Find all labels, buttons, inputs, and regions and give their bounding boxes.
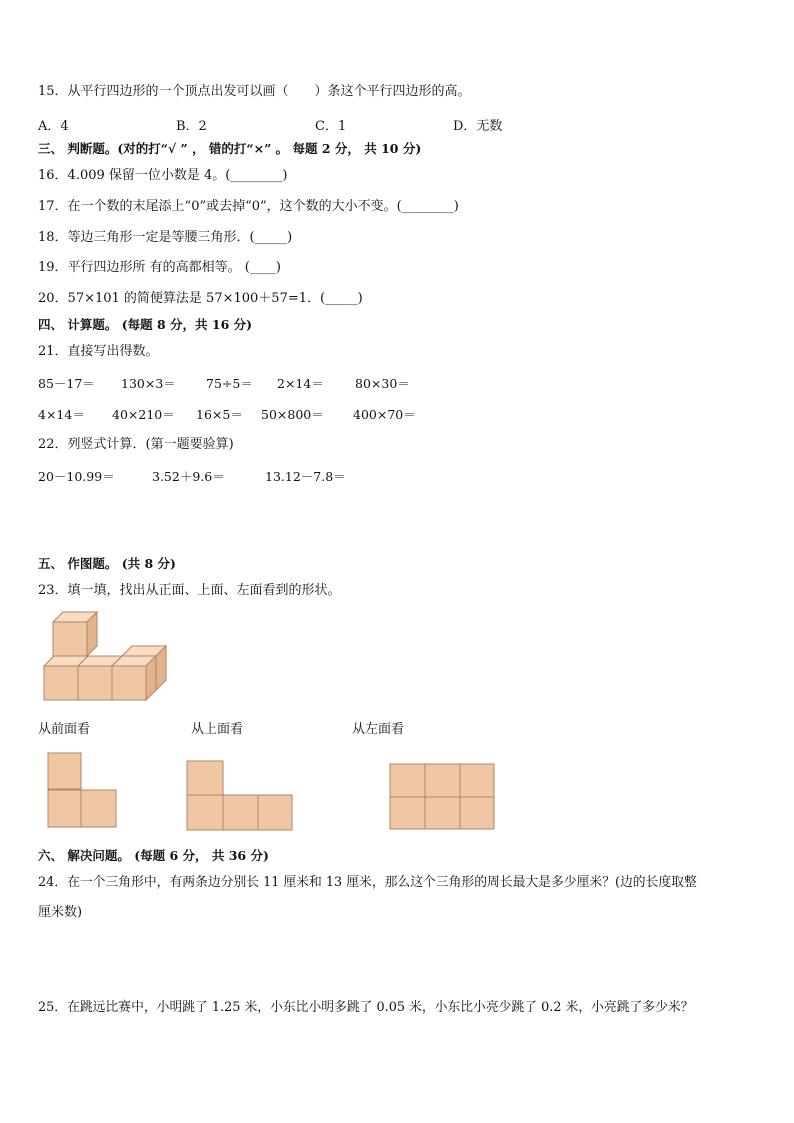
section-3-heading: 三、 判断题。(对的打“√ ” ， 错的打“×” 。 每题 2 分， 共 10 分) — [38, 141, 422, 156]
question-21: 21．直接写出得数。 — [38, 344, 159, 359]
question-15: 15．从平行四边形的一个顶点出发可以画（ ）条这个平行四边形的高。 — [38, 84, 471, 99]
question-19: 19．平行四边形所 有的高都相等。 (____) — [38, 260, 281, 275]
vertical-calc-item: 20－10.99＝ — [38, 469, 115, 484]
question-22: 22．列竖式计算．(第一题要验算) — [38, 437, 234, 452]
view-label-top: 从上面看 — [191, 722, 244, 737]
calc-item: 85－17＝ — [38, 376, 95, 391]
top-view-shape — [186, 760, 294, 832]
vertical-calc-item: 13.12－7.8＝ — [265, 469, 346, 484]
q15-option-d: D．无数 — [453, 119, 503, 134]
view-label-front: 从前面看 — [38, 722, 91, 737]
question-17: 17．在一个数的末尾添上“0”或去掉“0”，这个数的大小不变。(________) — [38, 199, 459, 214]
q15-option-a: A．4 — [38, 119, 69, 134]
calc-item: 2×14＝ — [277, 376, 324, 391]
left-view-shape — [389, 763, 497, 831]
calc-item: 400×70＝ — [353, 407, 416, 422]
question-20: 20．57×101 的简便算法是 57×100＋57=1．(_____) — [38, 291, 363, 306]
question-25: 25．在跳远比赛中，小明跳了 1.25 米，小东比小明多跳了 0.05 米，小东比小亮少跳了 0.2 米，小亮跳了多少米？ — [38, 1000, 694, 1015]
question-23: 23．填一填，找出从正面、上面、左面看到的形状。 — [38, 583, 341, 598]
q15-option-b: B．2 — [176, 119, 207, 134]
calc-item: 16×5＝ — [196, 407, 243, 422]
vertical-calc-item: 3.52＋9.6＝ — [152, 469, 225, 484]
question-24-line-2: 厘米数) — [38, 905, 83, 920]
question-16: 16．4.009 保留一位小数是 4。(________) — [38, 168, 288, 183]
front-view-shape — [47, 752, 119, 830]
calc-item: 75÷5＝ — [206, 376, 253, 391]
section-5-heading: 五、 作图题。 (共 8 分) — [38, 556, 176, 571]
q15-option-c: C．1 — [315, 119, 347, 134]
section-6-heading: 六、 解决问题。 (每题 6 分， 共 36 分) — [38, 848, 269, 863]
view-label-left: 从左面看 — [352, 722, 405, 737]
section-4-heading: 四、 计算题。 (每题 8 分，共 16 分) — [38, 317, 253, 332]
question-24-line-1: 24．在一个三角形中，有两条边分别长 11 厘米和 13 厘米，那么这个三角形的周长最大是多少厘米？(边的长度取整 — [38, 875, 697, 890]
cube-arrangement-figure — [40, 610, 170, 702]
calc-item: 80×30＝ — [355, 376, 410, 391]
calc-item: 40×210＝ — [112, 407, 175, 422]
calc-item: 130×3＝ — [121, 376, 176, 391]
calc-item: 4×14＝ — [38, 407, 85, 422]
calc-item: 50×800＝ — [261, 407, 324, 422]
question-18: 18．等边三角形一定是等腰三角形．(_____) — [38, 230, 293, 245]
